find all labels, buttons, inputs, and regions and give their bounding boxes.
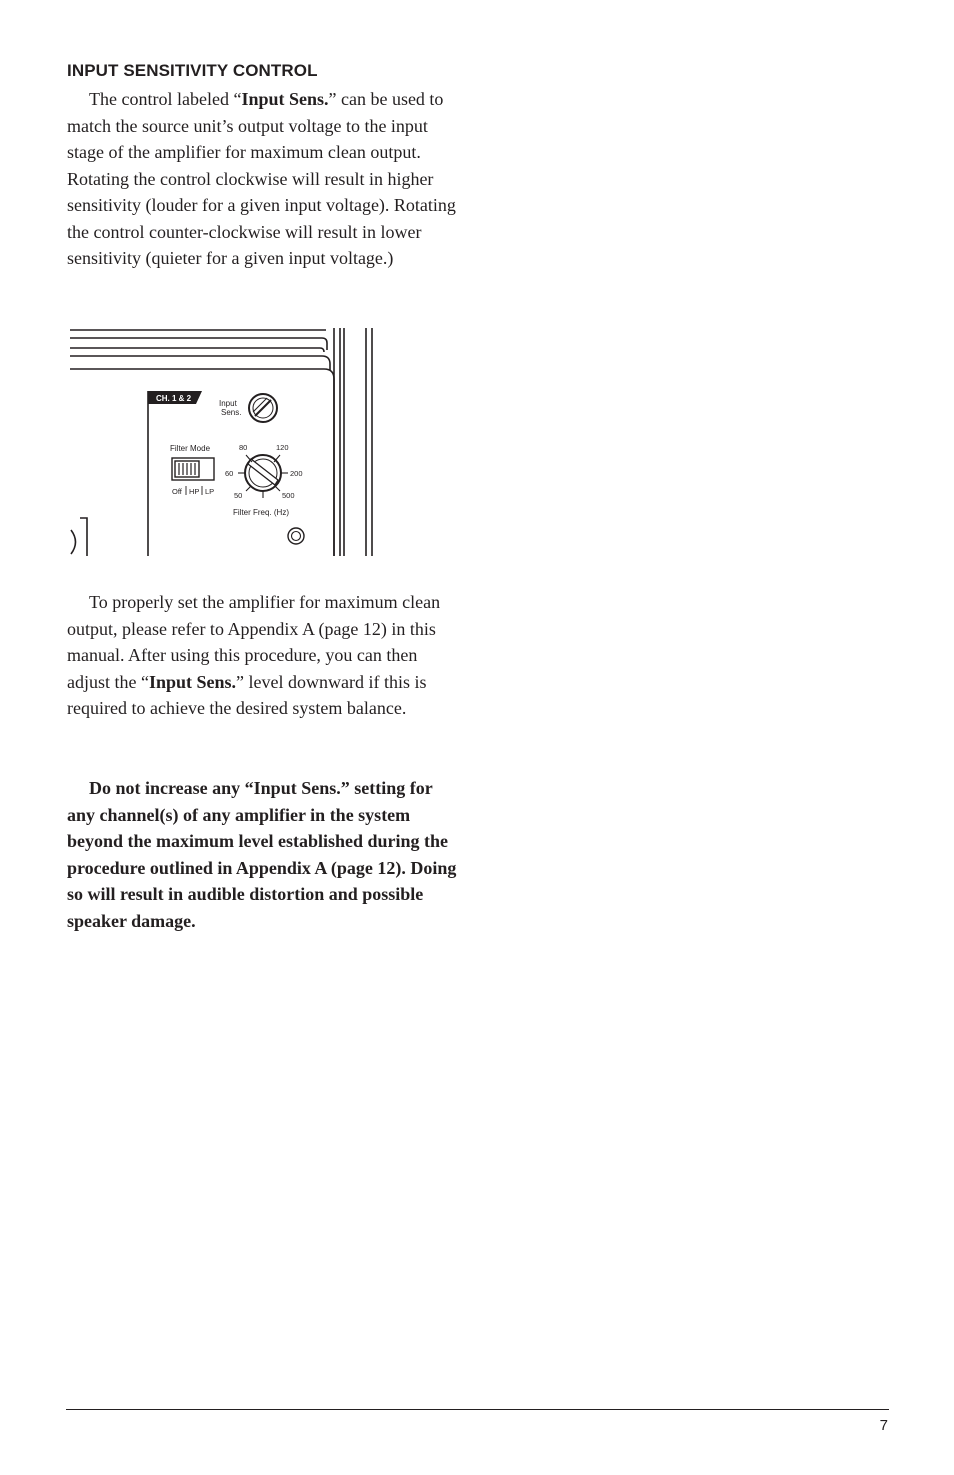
section-heading: INPUT SENSITIVITY CONTROL [67, 61, 318, 80]
intro-bold-term: Input Sens. [241, 89, 329, 109]
freq-tick-120: 120 [276, 443, 289, 452]
warning-paragraph [67, 775, 462, 934]
procedure-text-b: ” level downward if this is required to achieve the desired system balance. [67, 671, 427, 718]
intro-paragraph [67, 86, 457, 272]
footer-rule [66, 1409, 889, 1410]
page-number: 7 [879, 1417, 888, 1434]
filter-mode-switch-icon [172, 458, 214, 480]
warning-text: Do not increase any “Input Sens.” setting for any channel(s) of any amplifier in the system beyond the maximum level established during the procedure outlined in Appendix A (page 12). Doing so will result in audible distortion and possible speaker damage. [67, 778, 457, 931]
freq-tick-200: 200 [290, 469, 303, 478]
procedure-paragraph [67, 589, 457, 722]
input-sens-knob-icon [249, 394, 277, 422]
filter-freq-label: Filter Freq. (Hz) [233, 508, 289, 517]
amplifier-panel-illustration [68, 326, 378, 558]
switch-position-hp: HP [189, 487, 200, 496]
intro-text-a: The control labeled “ [89, 89, 242, 109]
freq-tick-500: 500 [282, 491, 295, 500]
filter-freq-knob-icon [238, 455, 288, 498]
procedure-text-a: To properly set the amplifier for maximum clean output, please refer to Appendix A (page 12) in this manual. After using this procedure, you can then adjust the “ [67, 592, 441, 692]
procedure-bold-term: Input Sens. [148, 671, 237, 692]
freq-tick-50: 50 [234, 491, 243, 500]
intro-text-b: ” can be used to match the source unit’s output voltage to the input stage of the amplifier for maximum clean output. Rotating the control clockwise will result in higher sensitivity (louder for a given input voltage). Rotating the control counter-clockwise will result in lower sensitivity (quieter for a given input voltage.) [67, 89, 456, 268]
input-sens-label-line1: Input [219, 399, 237, 408]
jack-icon [288, 528, 304, 544]
switch-position-off: Off [172, 487, 182, 496]
channel-badge-label: CH. 1 & 2 [156, 394, 192, 403]
filter-mode-label: Filter Mode [170, 444, 211, 453]
switch-position-lp: LP [205, 487, 215, 496]
freq-tick-80: 80 [239, 443, 248, 452]
freq-tick-60: 60 [225, 469, 234, 478]
input-sens-label-line2: Sens. [221, 408, 242, 417]
